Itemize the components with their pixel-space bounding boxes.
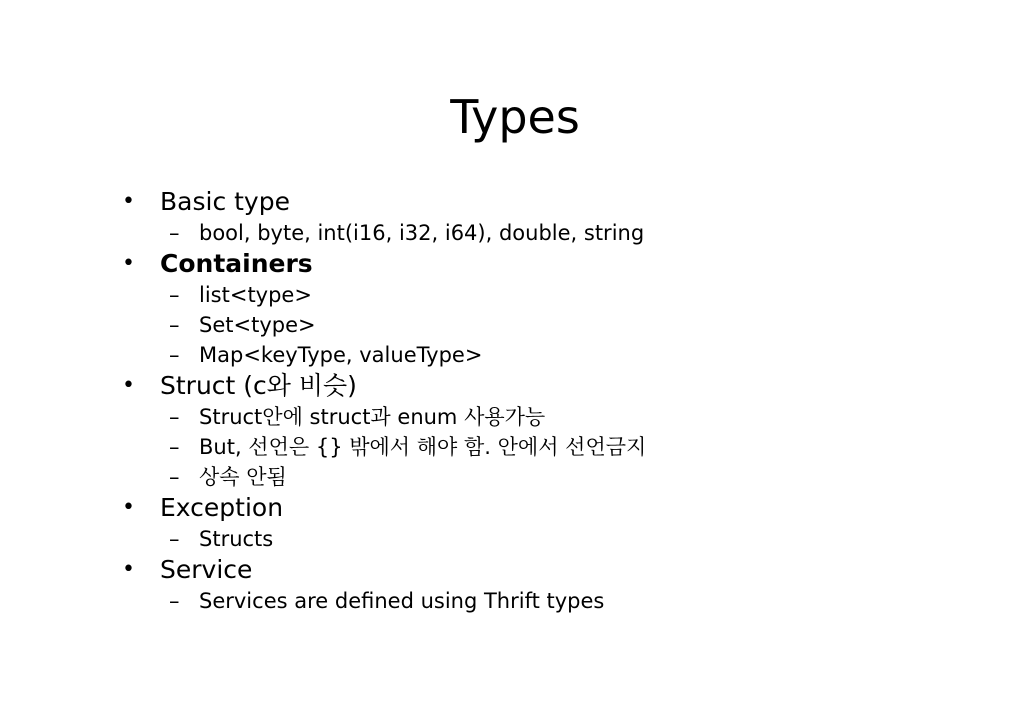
dash-marker: – <box>169 589 180 613</box>
slide-title: Types <box>450 90 580 144</box>
sub-item-label: bool, byte, int(i16, i32, i64), double, string <box>199 221 645 245</box>
dash-marker: – <box>169 283 180 307</box>
bullet-marker: • <box>122 495 135 520</box>
bullet-label: Containers <box>160 249 313 278</box>
sub-item-label: Set<type> <box>199 313 316 337</box>
sub-item-label: Struct안에 struct과 enum 사용가능 <box>199 405 546 429</box>
bullet-item-exception <box>120 492 1000 524</box>
bullet-item-containers <box>120 248 1000 280</box>
bullet-label: Struct (c와 비슷) <box>160 371 357 400</box>
sub-item <box>120 402 1000 432</box>
sub-item <box>120 310 1000 340</box>
bullet-item-basic-type <box>120 186 1000 218</box>
bullet-item-struct <box>120 370 1000 402</box>
bullet-list <box>120 186 1000 616</box>
sub-item-label: But, 선언은 {} 밖에서 해야 함. 안에서 선언금지 <box>199 435 647 459</box>
dash-marker: – <box>169 405 180 429</box>
sub-item <box>120 432 1000 462</box>
dash-marker: – <box>169 221 180 245</box>
sub-item <box>120 462 1000 492</box>
bullet-item-service <box>120 554 1000 586</box>
sub-item <box>120 280 1000 310</box>
sub-item-label: Services are defined using Thrift types <box>199 589 605 613</box>
sub-item-label: Map<keyType, valueType> <box>199 343 483 367</box>
sub-item-label: Structs <box>199 527 274 551</box>
dash-marker: – <box>169 527 180 551</box>
sub-item <box>120 218 1000 248</box>
dash-marker: – <box>169 313 180 337</box>
bullet-label: Exception <box>160 493 284 522</box>
bullet-label: Service <box>160 555 253 584</box>
bullet-marker: • <box>122 373 135 398</box>
bullet-marker: • <box>122 251 135 276</box>
bullet-label: Basic type <box>160 187 290 216</box>
bullet-marker: • <box>122 189 135 214</box>
sub-item <box>120 340 1000 370</box>
sub-item-label: 상속 안됨 <box>199 465 287 489</box>
dash-marker: – <box>169 343 180 367</box>
dash-marker: – <box>169 435 180 459</box>
sub-item-label: list<type> <box>199 283 312 307</box>
dash-marker: – <box>169 465 180 489</box>
sub-item <box>120 524 1000 554</box>
sub-item <box>120 586 1000 616</box>
bullet-marker: • <box>122 557 135 582</box>
